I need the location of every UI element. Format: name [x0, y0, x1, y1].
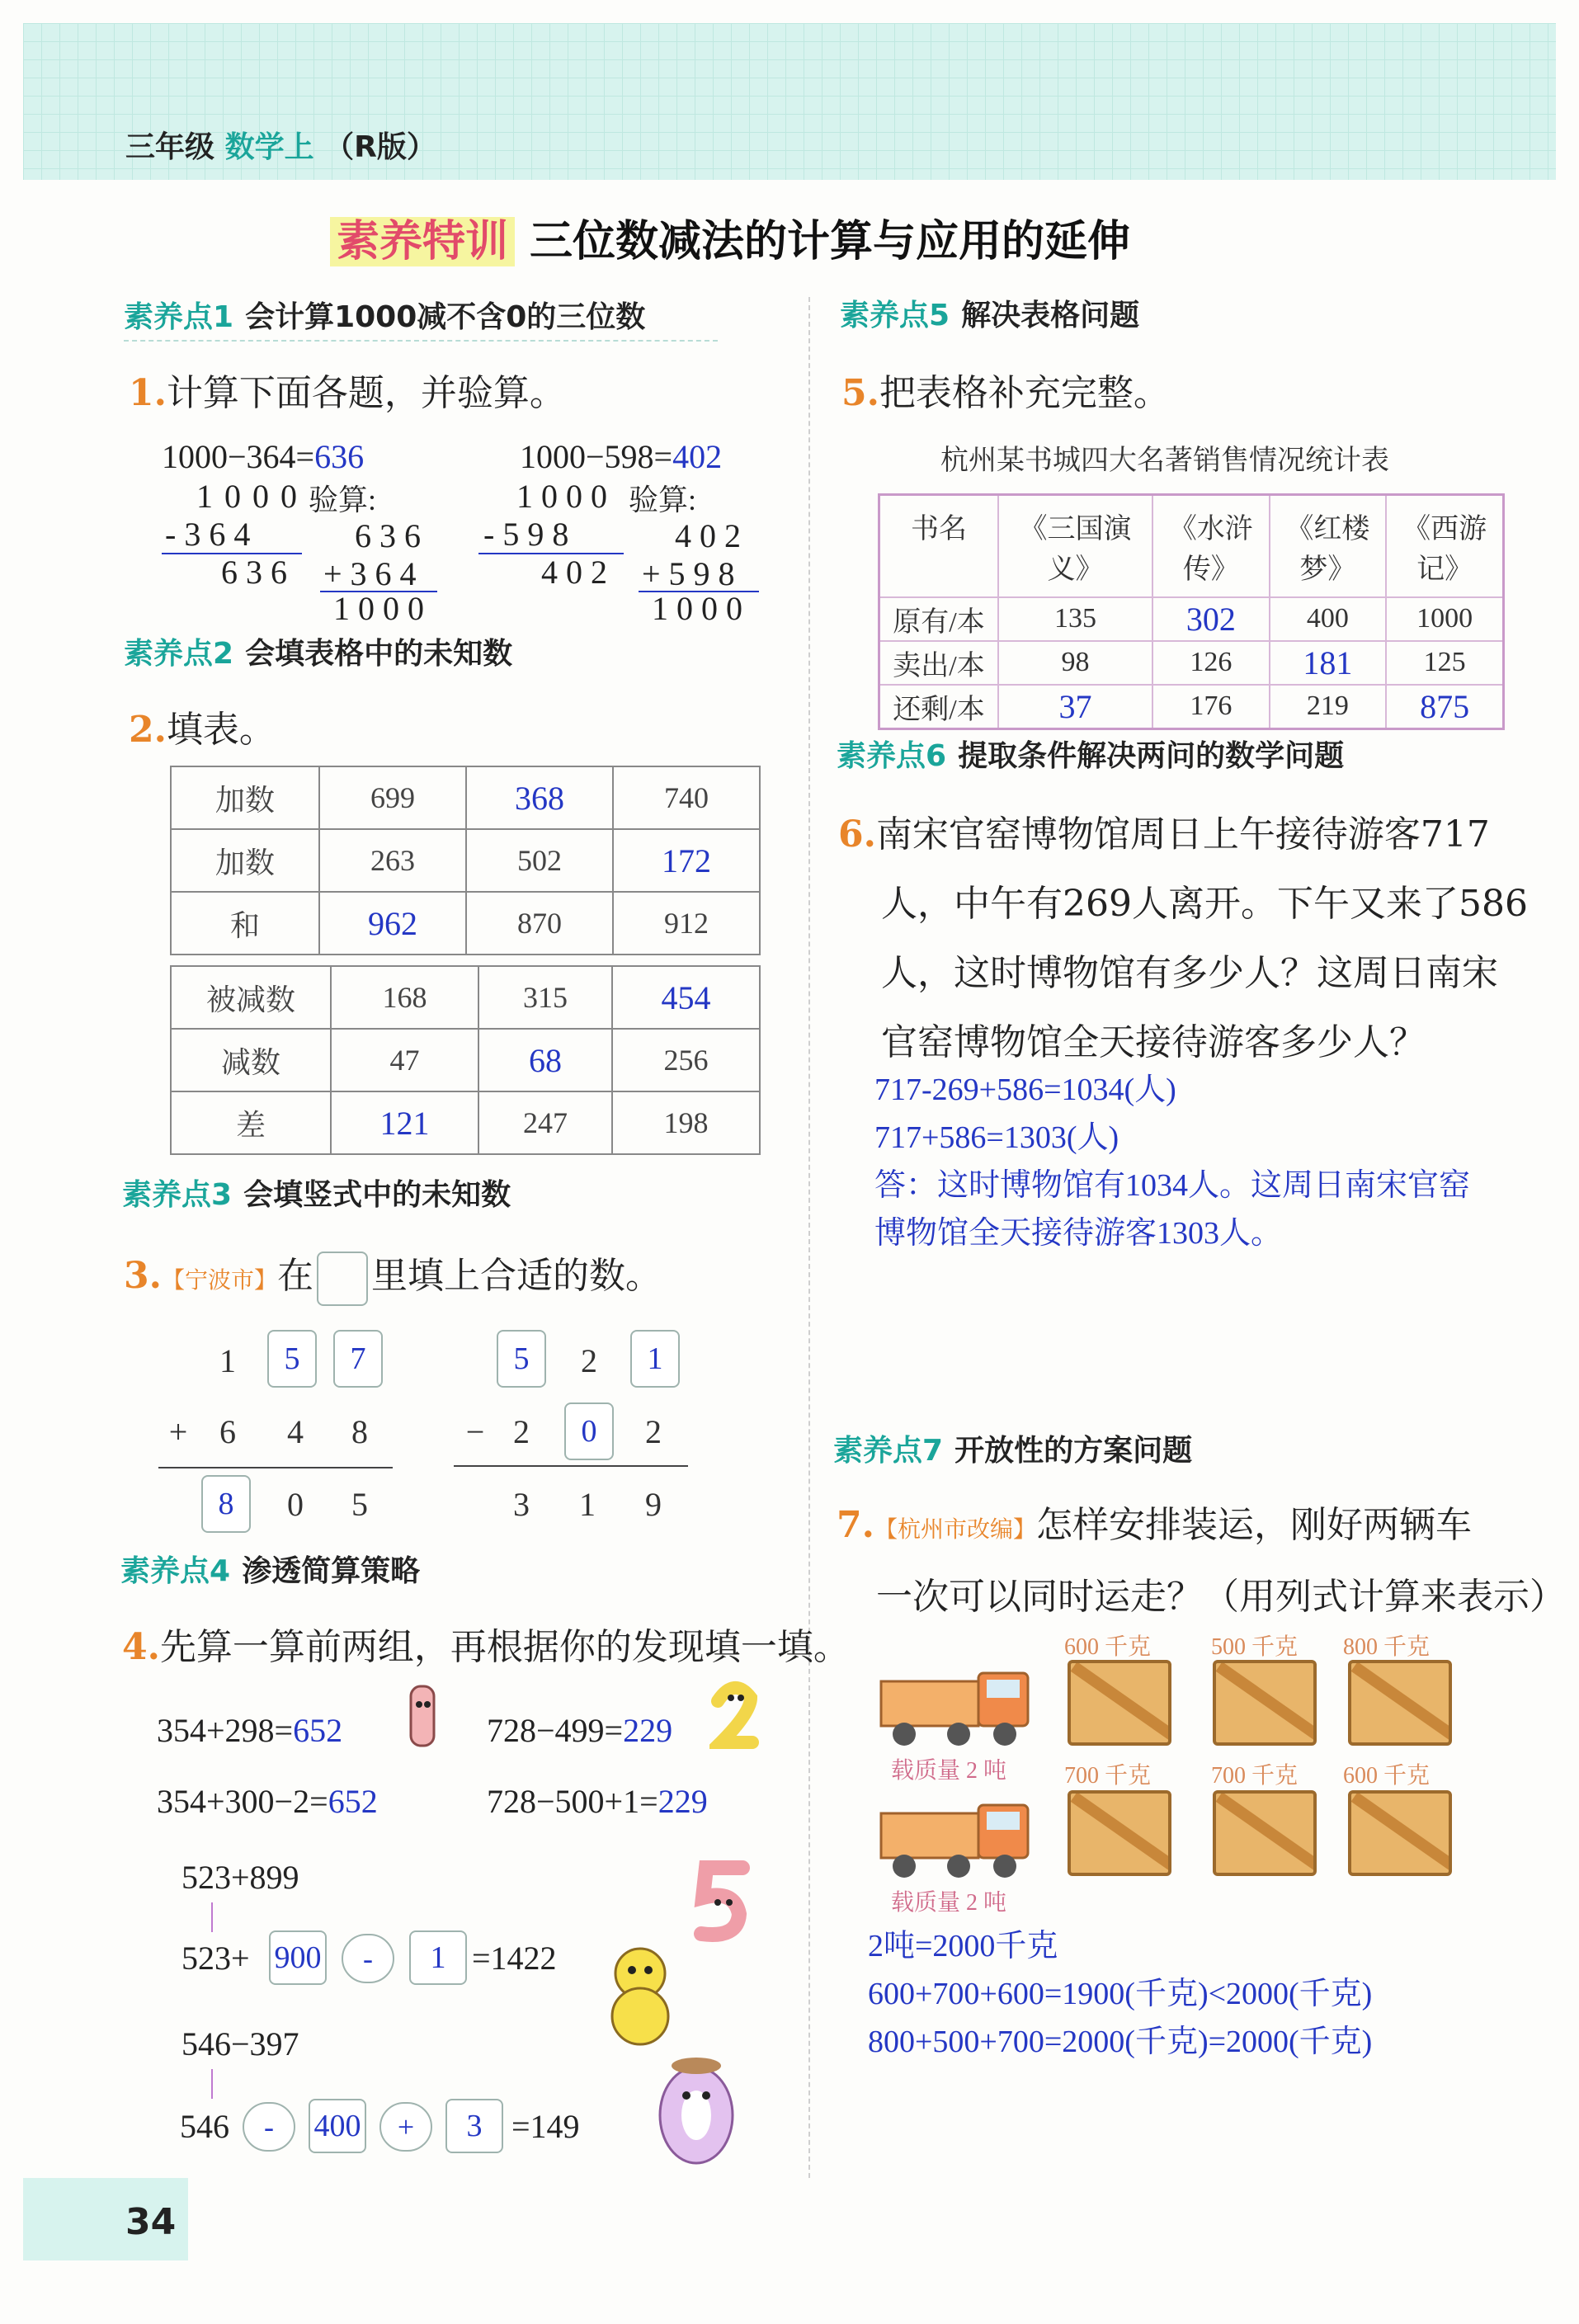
digit: 0 [287, 1486, 304, 1523]
crate-icon [1068, 1790, 1171, 1876]
table-row: 加数 699 368 740 [171, 766, 760, 829]
answer-box[interactable]: 1 [630, 1330, 680, 1388]
section-5-heading: 素养点5 解决表格问题 [840, 299, 1140, 332]
operator-oval[interactable]: + [379, 2102, 432, 2152]
number-2-character-icon [709, 1680, 759, 1751]
table-row: 加数 263 502 172 [171, 829, 760, 892]
digit: 6 [219, 1413, 236, 1450]
q4-expr-2-result: =1422 [472, 1940, 557, 1977]
number-5-character-icon [685, 1856, 759, 1947]
title-main: 三位数减法的计算与应用的延伸 [530, 217, 1131, 266]
answer-box[interactable]: 3 [445, 2099, 503, 2153]
crate-weight-label: 600 千克 [1064, 1634, 1152, 1660]
digit: 2 [513, 1413, 530, 1450]
section-1-heading: 素养点1 会计算1000减不含0的三位数 [124, 300, 646, 334]
table-row: 还剩/本 37 176 219 875 [879, 685, 1504, 729]
question-1: 1.计算下面各题，并验算。 [129, 372, 566, 414]
q1b-check-2: + 5 9 8 [642, 555, 735, 592]
q1a-check-label: 验算: [309, 483, 377, 516]
question-3: 3.【宁波市】在 里填上合适的数。 [124, 1246, 662, 1306]
crate-weight-label: 500 千克 [1211, 1634, 1299, 1660]
crate-weight-label: 700 千克 [1211, 1763, 1299, 1789]
answer-box[interactable]: 7 [333, 1330, 383, 1388]
sum-rule [158, 1467, 393, 1468]
number-8-character-icon [591, 1940, 690, 2048]
q1b-result: 4 0 2 [541, 554, 607, 591]
q4-line-4: 728−500+1=229 [487, 1783, 708, 1820]
answer-box[interactable]: 1 [409, 1930, 467, 1985]
q4-line-1: 354+298=652 [157, 1712, 343, 1749]
digit: 4 [287, 1413, 304, 1450]
digit: 5 [351, 1486, 368, 1523]
crate-weight-label: 800 千克 [1343, 1634, 1431, 1660]
minus-sign: − [465, 1413, 485, 1450]
digit: 1 [219, 1342, 236, 1379]
crate-weight-label: 600 千克 [1343, 1763, 1431, 1789]
q1b-top: 1 0 0 0 [516, 478, 607, 515]
crate-icon [1348, 1660, 1452, 1746]
q4-expr-3: 546−397 [181, 2025, 299, 2062]
answer-box[interactable]: 400 [309, 2099, 366, 2153]
crate-icon [1213, 1660, 1317, 1746]
crate-icon [1068, 1660, 1171, 1746]
title-tag: 素养特训 [330, 217, 515, 266]
question-5: 5.把表格补充完整。 [841, 372, 1170, 414]
answer-box[interactable]: 0 [564, 1402, 614, 1460]
book-sales-table [878, 493, 1505, 730]
section-7-heading: 素养点7 开放性的方案问题 [833, 1434, 1193, 1468]
q4-expr-4-result: =149 [511, 2108, 580, 2145]
table-row: 书名 《三国演 义》 《水浒 传》 《红楼 梦》 《西游 记》 [879, 495, 1504, 597]
q1b-check-1: 4 0 2 [675, 517, 741, 554]
table-row: 卖出/本 98 126 181 125 [879, 641, 1504, 685]
q6-answer: 717-269+586=1034(人) 717+586=1303(人) 答：这时博物馆有1034人。这周日南宋官窑 博物馆全天接待游客1303人。 [874, 1072, 1471, 1251]
table-row: 被减数 168 315 454 [171, 966, 760, 1029]
answer-box[interactable]: 5 [497, 1330, 546, 1388]
blank-box-example [317, 1252, 368, 1306]
section-6-heading: 素养点6 提取条件解决两问的数学问题 [837, 739, 1345, 773]
page-number: 34 [23, 2178, 188, 2260]
q1a-expression: 1000−364=636 [162, 438, 365, 475]
question-6: 6.南宋官窑博物馆周日上午接待游客717 人，中午有269人离开。下午又来了586 人，这时博物馆有多少人？这周日南宋 官窑博物馆全天接待游客多少人？ [838, 813, 1528, 1063]
table-row: 原有/本 135 302 400 1000 [879, 597, 1504, 641]
page-title [330, 206, 1130, 268]
digit: 3 [513, 1486, 530, 1523]
column-divider [808, 297, 810, 2178]
section-2-heading: 素养点2 会填表格中的未知数 [124, 637, 513, 671]
question-7: 7.【杭州市改编】怎样安排装运，刚好两辆车 一次可以同时运走？（用列式计算来表示） [837, 1504, 1566, 1618]
arrow-down-icon [211, 2069, 213, 2099]
q4-expr-1: 523+899 [181, 1859, 299, 1896]
q1a-top: 1 0 0 0 [196, 478, 299, 515]
section-4-heading: 素养点4 渗透简算策略 [120, 1554, 421, 1588]
q2-addition-table [170, 766, 761, 955]
operator-oval[interactable]: - [243, 2102, 295, 2152]
dump-truck-icon [876, 1665, 1033, 1747]
q1b-expression: 1000−598=402 [520, 438, 723, 475]
answer-box[interactable]: 8 [201, 1475, 251, 1533]
truck-capacity-label: 载质量 2 吨 [891, 1890, 1007, 1916]
q2-subtraction-table [170, 965, 761, 1155]
q1a-sub: - 3 6 4 [165, 516, 251, 553]
digit: 2 [645, 1413, 662, 1450]
digit: 9 [645, 1486, 662, 1523]
q1a-check-1: 6 3 6 [355, 517, 421, 554]
dump-truck-icon [876, 1797, 1033, 1879]
section-divider [124, 340, 718, 342]
digit: 8 [351, 1413, 368, 1450]
q4-line-3: 354+300−2=652 [157, 1783, 378, 1820]
operator-oval[interactable]: - [342, 1934, 394, 1983]
digit: 1 [579, 1486, 596, 1523]
q1b-check-3: 1 0 0 0 [652, 590, 742, 627]
question-2: 2.填表。 [129, 709, 276, 751]
plus-sign: + [168, 1413, 188, 1450]
q1b-check-label: 验算: [629, 483, 697, 516]
table-row: 减数 47 68 256 [171, 1029, 760, 1091]
q1a-result: 6 3 6 [221, 554, 287, 591]
q4-expr-4: 546 [180, 2108, 229, 2145]
section-3-heading: 素养点3 会填竖式中的未知数 [122, 1178, 511, 1212]
number-1-character-icon [399, 1680, 445, 1749]
table-row: 和 962 870 912 [171, 892, 760, 955]
question-4: 4.先算一算前两组，再根据你的发现填一填。 [122, 1626, 850, 1668]
q1a-check-2: + 3 6 4 [323, 555, 417, 592]
arrow-down-icon [211, 1902, 213, 1932]
q1b-sub: - 5 9 8 [483, 516, 569, 553]
answer-box[interactable]: 900 [269, 1930, 327, 1985]
q4-expr-2: 523+ [181, 1940, 250, 1977]
crate-weight-label: 700 千克 [1064, 1763, 1152, 1789]
number-0-character-icon [643, 2046, 751, 2170]
grade-label: 三年级 数学上 （R版） [125, 130, 436, 164]
crate-icon [1348, 1790, 1452, 1876]
answer-box[interactable]: 5 [267, 1330, 317, 1388]
q1a-check-3: 1 0 0 0 [333, 590, 424, 627]
difference-rule [454, 1465, 688, 1467]
q7-answer: 2吨=2000千克 600+700+600=1900(千克)<2000(千克) 800+500+700=2000(千克)=2000(千克) [868, 1929, 1373, 2059]
digit: 2 [581, 1342, 597, 1379]
table-caption: 杭州某书城四大名著销售情况统计表 [940, 445, 1389, 476]
truck-capacity-label: 载质量 2 吨 [891, 1758, 1007, 1784]
q4-line-2: 728−499=229 [487, 1712, 673, 1749]
table-row: 差 121 247 198 [171, 1091, 760, 1154]
crate-icon [1213, 1790, 1317, 1876]
